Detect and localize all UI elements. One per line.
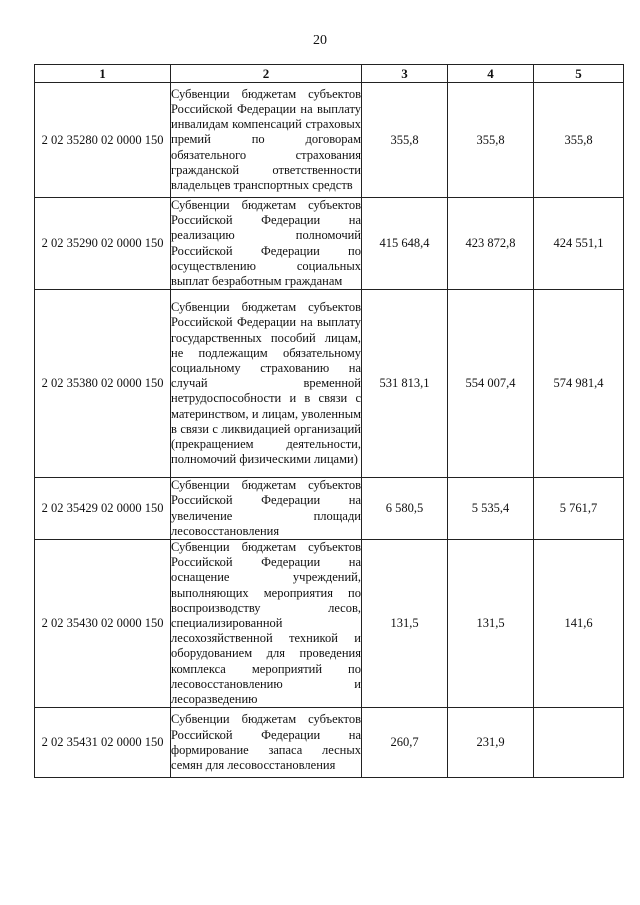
row-value-col5: 141,6 [534,540,624,708]
row-description [171,83,362,198]
row-value-col4: 554 007,4 [448,290,534,478]
row-code: 2 02 35280 02 0000 150 [35,83,171,198]
row-value-col3: 415 648,4 [362,198,448,290]
budget-table [34,64,624,778]
row-value-col3: 131,5 [362,540,448,708]
row-value-col3: 355,8 [362,83,448,198]
row-code: 2 02 35430 02 0000 150 [35,540,171,708]
row-description-text: Субвенции бюджетам субъектов Российской Федерации на увеличение площади лесовосстановления [171,478,361,538]
row-value-col4: 355,8 [448,83,534,198]
table-row [35,198,624,290]
row-value-col3: 6 580,5 [362,478,448,540]
page-number: 20 [313,33,327,48]
row-description-text: Субвенции бюджетам субъектов Российской Федерации на выплату инвалидам компенсаций страховых премий по договорам обязательного страхования гражданской ответственности владельцев транспортных средств [171,86,361,192]
row-value-col5: 355,8 [534,83,624,198]
row-code: 2 02 35431 02 0000 150 [35,708,171,778]
table-row [35,83,624,198]
row-code: 2 02 35429 02 0000 150 [35,478,171,540]
row-description-text: Субвенции бюджетам субъектов Российской Федерации на оснащение учреждений, выполняющих мероприятия по воспроизводству лесов, специализированной лесохозяйственной техникой и оборудованием для проведения комплекса мероприятий по лесовосстановлению и лесоразведению [171,540,361,707]
row-description [171,198,362,290]
row-value-col5: 5 761,7 [534,478,624,540]
row-description [171,540,362,708]
row-code: 2 02 35290 02 0000 150 [35,198,171,290]
table-row [35,478,624,540]
header-col-2: 2 [171,65,362,83]
table-row [35,540,624,708]
table-body [35,83,624,778]
row-description [171,290,362,478]
header-col-1: 1 [35,65,171,83]
row-value-col4: 131,5 [448,540,534,708]
row-value-col3: 260,7 [362,708,448,778]
row-value-col4: 231,9 [448,708,534,778]
row-description [171,708,362,778]
row-value-col5 [534,708,624,778]
header-col-5: 5 [534,65,624,83]
row-description [171,478,362,540]
row-description-text: Субвенции бюджетам субъектов Российской Федерации на формирование запаса лесных семян для лесовосстановления [171,712,361,772]
row-value-col5: 574 981,4 [534,290,624,478]
row-value-col4: 423 872,8 [448,198,534,290]
table-row [35,290,624,478]
row-description-text: Субвенции бюджетам субъектов Российской Федерации на реализацию полномочий Российской Федерации по осуществлению социальных выплат безработным гражданам [171,198,361,289]
row-code: 2 02 35380 02 0000 150 [35,290,171,478]
table-header [35,65,624,83]
row-value-col5: 424 551,1 [534,198,624,290]
header-col-4: 4 [448,65,534,83]
row-value-col4: 5 535,4 [448,478,534,540]
header-col-3: 3 [362,65,448,83]
row-description-text: Субвенции бюджетам субъектов Российской Федерации на выплату государственных пособий лицам, не подлежащим обязательному социальному страхованию на случай временной нетрудоспособности и в связи с материнством, и лицам, уволенным в связи с ликвидацией организаций (прекращением деятельности, полномочий физическими лицами) [171,300,361,467]
header-row [35,65,624,83]
table-row [35,708,624,778]
row-value-col3: 531 813,1 [362,290,448,478]
